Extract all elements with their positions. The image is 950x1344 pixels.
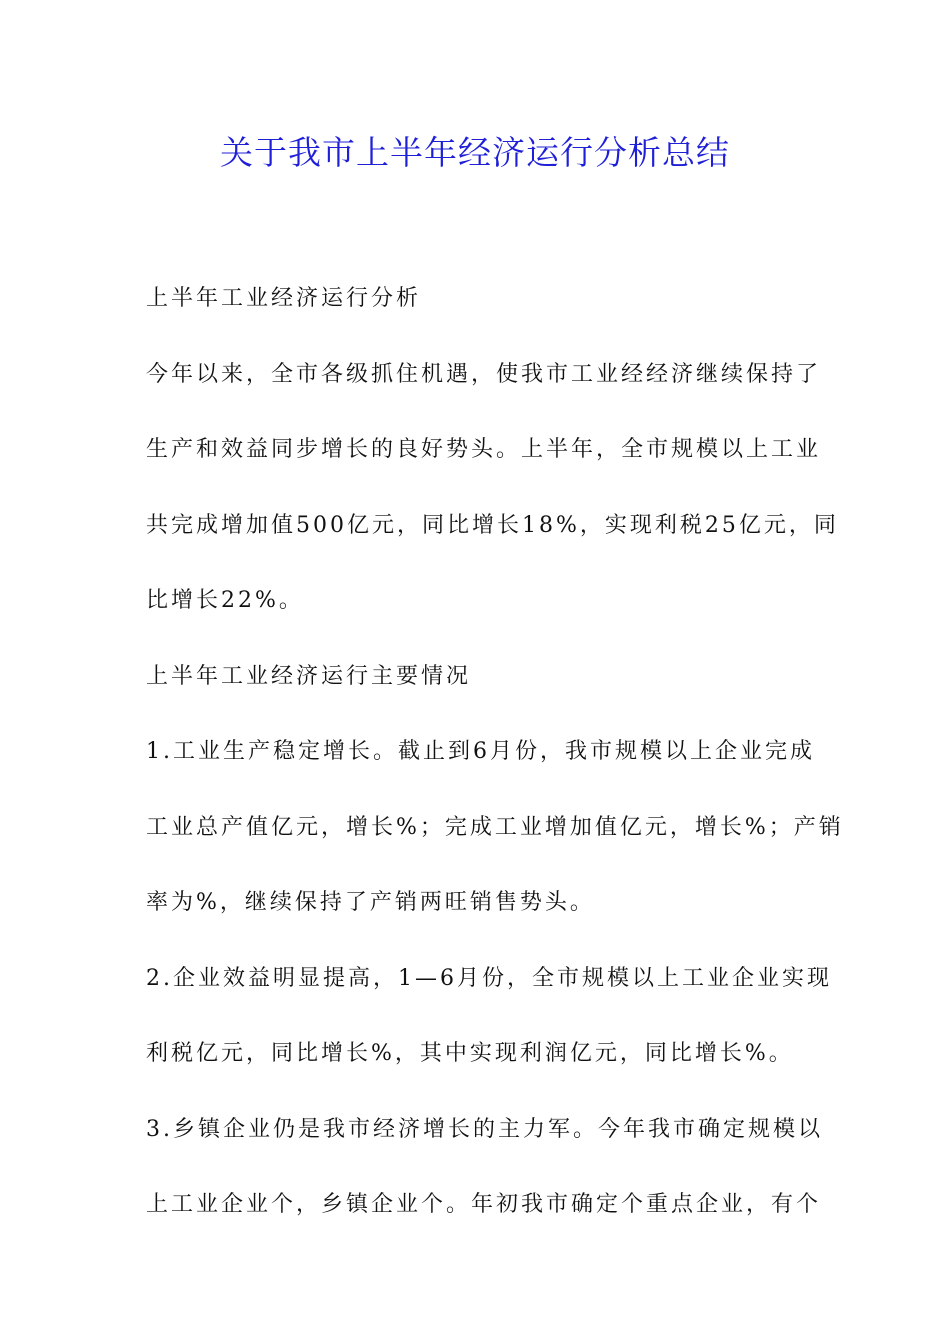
paragraph-line: 工业总产值亿元，增长%；完成工业增加值亿元，增长%；产销 [146, 814, 844, 840]
paragraph-line: 1.工业生产稳定增长。截止到6月份，我市规模以上企业完成 [146, 739, 815, 764]
section-heading: 上半年工业经济运行分析 [146, 286, 422, 311]
paragraph-line: 比增长22%。 [146, 588, 304, 613]
paragraph-line: 3.乡镇企业仍是我市经济增长的主力军。今年我市确定规模以 [146, 1116, 823, 1142]
document-title: 关于我市上半年经济运行分析总结 [220, 133, 730, 172]
paragraph-line: 生产和效益同步增长的良好势头。上半年，全市规模以上工业 [146, 437, 822, 462]
paragraph-line: 今年以来，全市各级抓住机遇，使我市工业经经济继续保持了 [146, 361, 822, 387]
paragraph-line: 率为%，继续保持了产销两旺销售势头。 [146, 890, 595, 915]
document-body [146, 261, 844, 1243]
paragraph-line: 上工业企业个，乡镇企业个。年初我市确定个重点企业，有个 [146, 1192, 822, 1217]
paragraph-line: 共完成增加值500亿元，同比增长18%，实现利税25亿元，同 [146, 512, 839, 538]
paragraph-line: 2.企业效益明显提高，1—6月份，全市规模以上工业企业实现 [146, 965, 832, 991]
section-heading: 上半年工业经济运行主要情况 [146, 663, 472, 689]
paragraph-line: 利税亿元，同比增长%，其中实现利润亿元，同比增长%。 [146, 1041, 794, 1066]
